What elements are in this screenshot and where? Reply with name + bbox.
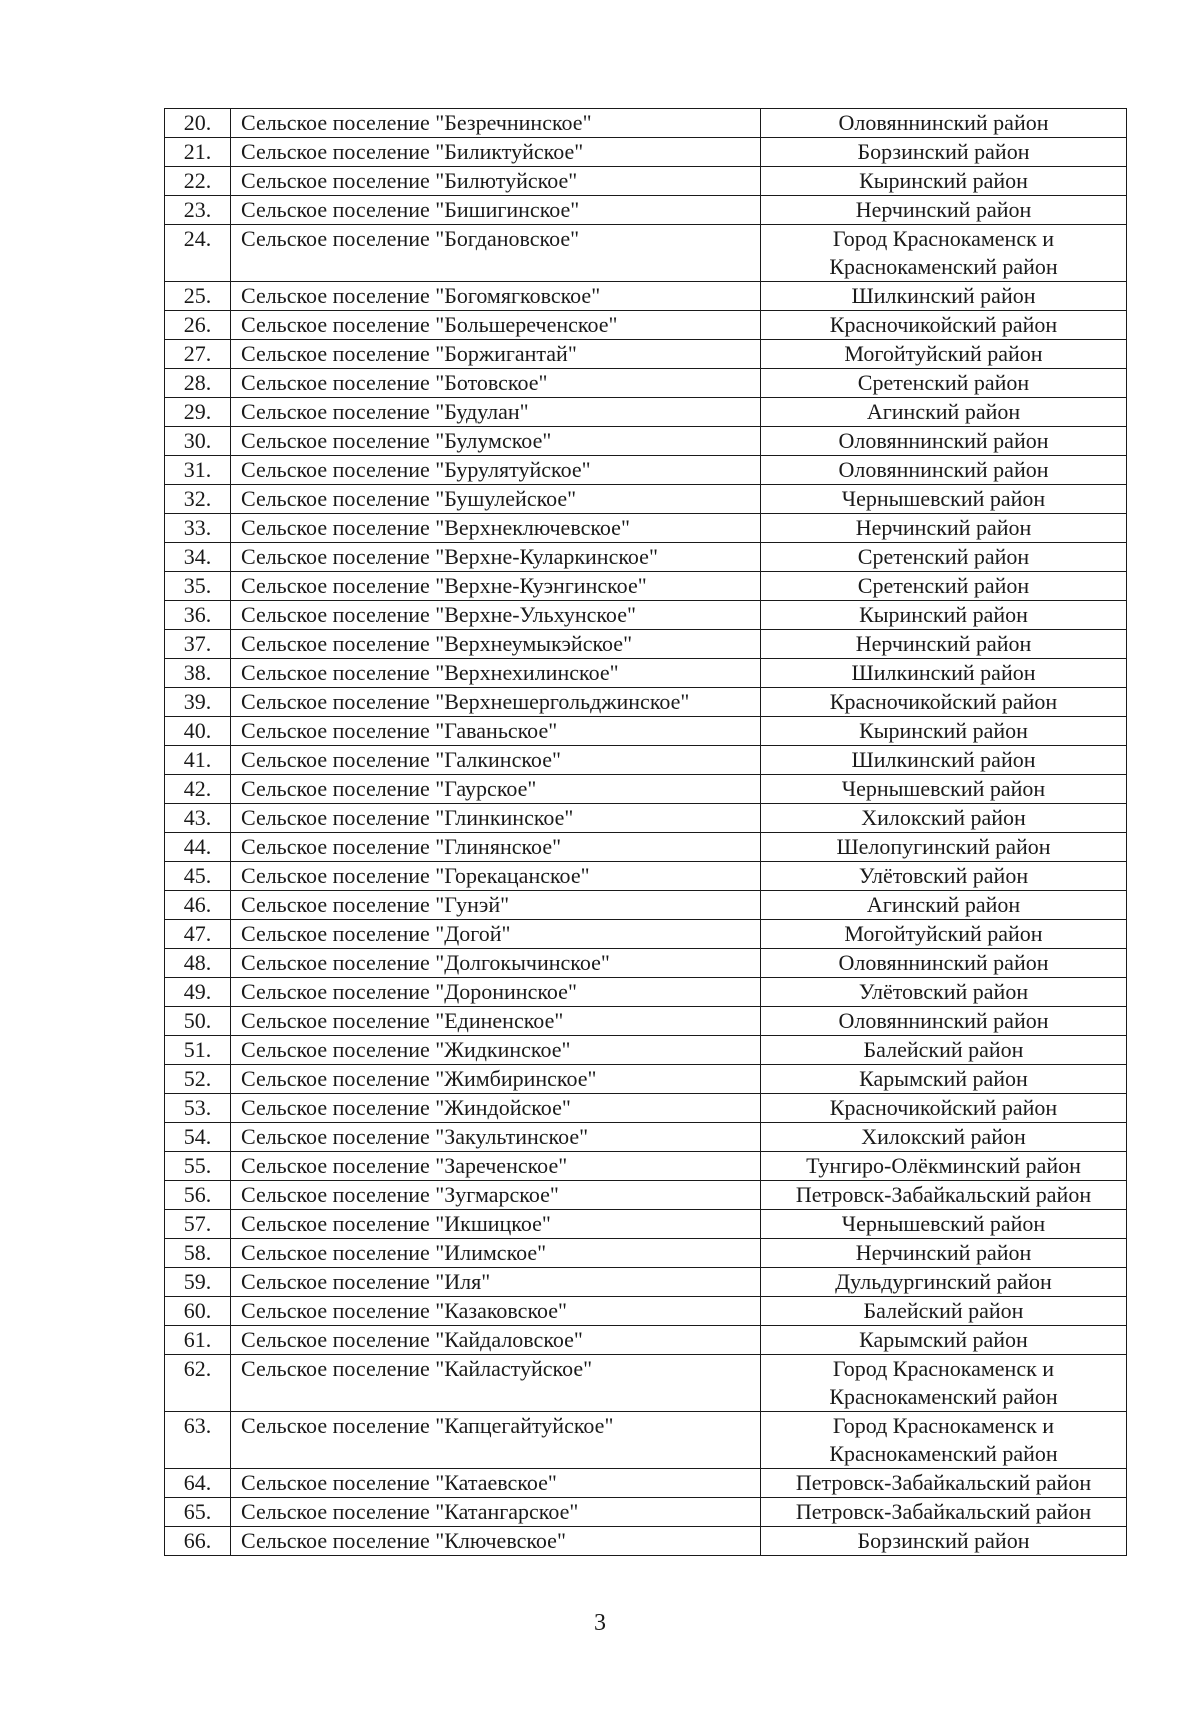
district-name bbox=[761, 138, 1127, 167]
table-row bbox=[165, 717, 1127, 746]
row-number: 60. bbox=[165, 1297, 231, 1326]
district-line: Шилкинский район bbox=[851, 747, 1036, 772]
table-row bbox=[165, 775, 1127, 804]
row-number: 32. bbox=[165, 485, 231, 514]
row-number: 31. bbox=[165, 456, 231, 485]
row-number: 48. bbox=[165, 949, 231, 978]
row-number: 40. bbox=[165, 717, 231, 746]
table-row bbox=[165, 196, 1127, 225]
district-name bbox=[761, 1181, 1127, 1210]
settlement-name: Сельское поселение "Жидкинское" bbox=[231, 1036, 761, 1065]
settlement-name: Сельское поселение "Верхне-Куэнгинское" bbox=[231, 572, 761, 601]
district-line: Сретенский район bbox=[857, 573, 1030, 598]
settlement-name: Сельское поселение "Булумское" bbox=[231, 427, 761, 456]
row-number: 55. bbox=[165, 1152, 231, 1181]
table-body bbox=[165, 109, 1127, 1556]
district-line: Могойтуйский район bbox=[844, 921, 1043, 946]
district-line: Кыринский район bbox=[859, 718, 1028, 743]
settlement-name: Сельское поселение "Богомягковское" bbox=[231, 282, 761, 311]
row-number: 41. bbox=[165, 746, 231, 775]
row-number: 38. bbox=[165, 659, 231, 688]
row-number: 33. bbox=[165, 514, 231, 543]
table-row bbox=[165, 1469, 1127, 1498]
district-name bbox=[761, 514, 1127, 543]
district-name bbox=[761, 1326, 1127, 1355]
district-name bbox=[761, 1123, 1127, 1152]
settlement-name: Сельское поселение "Горекацанское" bbox=[231, 862, 761, 891]
district-line: Чернышевский район bbox=[841, 776, 1046, 801]
district-line: Балейский район bbox=[863, 1037, 1024, 1062]
row-number: 49. bbox=[165, 978, 231, 1007]
district-name bbox=[761, 225, 1127, 282]
settlement-name: Сельское поселение "Догой" bbox=[231, 920, 761, 949]
row-number: 28. bbox=[165, 369, 231, 398]
district-line: Краснокаменский район bbox=[829, 254, 1058, 279]
settlement-name: Сельское поселение "Бурулятуйское" bbox=[231, 456, 761, 485]
district-name bbox=[761, 688, 1127, 717]
table-row bbox=[165, 225, 1127, 282]
district-name bbox=[761, 630, 1127, 659]
district-name bbox=[761, 978, 1127, 1007]
district-name bbox=[761, 369, 1127, 398]
district-line: Дульдургинский район bbox=[835, 1269, 1052, 1294]
table-row bbox=[165, 949, 1127, 978]
district-name bbox=[761, 311, 1127, 340]
district-name bbox=[761, 1065, 1127, 1094]
settlement-name: Сельское поселение "Верхнеключевское" bbox=[231, 514, 761, 543]
settlement-name: Сельское поселение "Верхне-Куларкинское" bbox=[231, 543, 761, 572]
row-number: 66. bbox=[165, 1527, 231, 1556]
settlement-name: Сельское поселение "Единенское" bbox=[231, 1007, 761, 1036]
district-name bbox=[761, 1527, 1127, 1556]
row-number: 22. bbox=[165, 167, 231, 196]
district-name bbox=[761, 572, 1127, 601]
district-line: Город Краснокаменск и bbox=[832, 226, 1055, 251]
table-row bbox=[165, 1181, 1127, 1210]
district-line: Оловяннинский район bbox=[838, 1008, 1049, 1033]
district-line: Нерчинский район bbox=[855, 631, 1032, 656]
row-number: 50. bbox=[165, 1007, 231, 1036]
district-name bbox=[761, 1007, 1127, 1036]
district-line: Улётовский район bbox=[858, 863, 1029, 888]
settlement-name: Сельское поселение "Кайластуйское" bbox=[231, 1355, 761, 1412]
table-row bbox=[165, 1094, 1127, 1123]
settlement-name: Сельское поселение "Гунэй" bbox=[231, 891, 761, 920]
district-name bbox=[761, 804, 1127, 833]
row-number: 53. bbox=[165, 1094, 231, 1123]
district-line: Чернышевский район bbox=[841, 1211, 1046, 1236]
row-number: 51. bbox=[165, 1036, 231, 1065]
district-line: Улётовский район bbox=[858, 979, 1029, 1004]
row-number: 20. bbox=[165, 109, 231, 138]
table-row bbox=[165, 311, 1127, 340]
district-name bbox=[761, 717, 1127, 746]
district-line: Шелопугинский район bbox=[836, 834, 1051, 859]
table-row bbox=[165, 1268, 1127, 1297]
district-line: Кыринский район bbox=[859, 168, 1028, 193]
district-name bbox=[761, 891, 1127, 920]
district-line: Хилокский район bbox=[861, 805, 1026, 830]
settlement-name: Сельское поселение "Безречнинское" bbox=[231, 109, 761, 138]
table-row bbox=[165, 572, 1127, 601]
district-name bbox=[761, 340, 1127, 369]
district-line: Нерчинский район bbox=[855, 197, 1032, 222]
settlement-name: Сельское поселение "Богдановское" bbox=[231, 225, 761, 282]
district-line: Борзинский район bbox=[857, 139, 1030, 164]
settlement-name: Сельское поселение "Бишигинское" bbox=[231, 196, 761, 225]
district-name bbox=[761, 456, 1127, 485]
district-line: Красночикойский район bbox=[829, 1095, 1058, 1120]
district-name bbox=[761, 1297, 1127, 1326]
settlement-name: Сельское поселение "Большереченское" bbox=[231, 311, 761, 340]
district-line: Кыринский район bbox=[859, 602, 1028, 627]
district-line: Могойтуйский район bbox=[844, 341, 1043, 366]
district-line: Петровск-Забайкальский район bbox=[795, 1470, 1092, 1495]
settlement-name: Сельское поселение "Икшицкое" bbox=[231, 1210, 761, 1239]
district-name bbox=[761, 1498, 1127, 1527]
row-number: 54. bbox=[165, 1123, 231, 1152]
settlement-name: Сельское поселение "Галкинское" bbox=[231, 746, 761, 775]
district-line: Шилкинский район bbox=[851, 283, 1036, 308]
row-number: 36. bbox=[165, 601, 231, 630]
table-row bbox=[165, 891, 1127, 920]
table-row bbox=[165, 485, 1127, 514]
row-number: 64. bbox=[165, 1469, 231, 1498]
row-number: 34. bbox=[165, 543, 231, 572]
table-row bbox=[165, 514, 1127, 543]
district-name bbox=[761, 1210, 1127, 1239]
table-row bbox=[165, 1036, 1127, 1065]
table-row bbox=[165, 456, 1127, 485]
district-name bbox=[761, 167, 1127, 196]
district-line: Тунгиро-Олёкминский район bbox=[806, 1153, 1081, 1178]
settlement-name: Сельское поселение "Боржигантай" bbox=[231, 340, 761, 369]
district-line: Оловяннинский район bbox=[838, 457, 1049, 482]
settlements-table bbox=[164, 108, 1127, 1556]
district-line: Краснокаменский район bbox=[829, 1384, 1058, 1409]
table-row bbox=[165, 1152, 1127, 1181]
settlement-name: Сельское поселение "Ключевское" bbox=[231, 1527, 761, 1556]
district-line: Краснокаменский район bbox=[829, 1441, 1058, 1466]
district-line: Балейский район bbox=[863, 1298, 1024, 1323]
district-name bbox=[761, 109, 1127, 138]
table-row bbox=[165, 1355, 1127, 1412]
settlement-name: Сельское поселение "Верхнеумыкэйское" bbox=[231, 630, 761, 659]
row-number: 46. bbox=[165, 891, 231, 920]
row-number: 47. bbox=[165, 920, 231, 949]
row-number: 61. bbox=[165, 1326, 231, 1355]
district-name bbox=[761, 485, 1127, 514]
settlement-name: Сельское поселение "Будулан" bbox=[231, 398, 761, 427]
settlement-name: Сельское поселение "Верхнешергольджинское" bbox=[231, 688, 761, 717]
district-name bbox=[761, 1355, 1127, 1412]
district-line: Карымский район bbox=[859, 1327, 1028, 1352]
table-row bbox=[165, 688, 1127, 717]
district-line: Сретенский район bbox=[857, 370, 1030, 395]
district-name bbox=[761, 659, 1127, 688]
table-row bbox=[165, 746, 1127, 775]
district-line: Оловяннинский район bbox=[838, 110, 1049, 135]
table-row bbox=[165, 1239, 1127, 1268]
settlement-name: Сельское поселение "Иля" bbox=[231, 1268, 761, 1297]
row-number: 25. bbox=[165, 282, 231, 311]
row-number: 42. bbox=[165, 775, 231, 804]
settlement-name: Сельское поселение "Верхнехилинское" bbox=[231, 659, 761, 688]
table-row bbox=[165, 659, 1127, 688]
district-line: Агинский район bbox=[866, 399, 1021, 424]
row-number: 62. bbox=[165, 1355, 231, 1412]
settlement-name: Сельское поселение "Билютуйское" bbox=[231, 167, 761, 196]
row-number: 63. bbox=[165, 1412, 231, 1469]
row-number: 65. bbox=[165, 1498, 231, 1527]
settlement-name: Сельское поселение "Глинянское" bbox=[231, 833, 761, 862]
district-name bbox=[761, 427, 1127, 456]
table-row bbox=[165, 167, 1127, 196]
row-number: 58. bbox=[165, 1239, 231, 1268]
settlement-name: Сельское поселение "Зареченское" bbox=[231, 1152, 761, 1181]
row-number: 27. bbox=[165, 340, 231, 369]
district-line: Сретенский район bbox=[857, 544, 1030, 569]
table-row bbox=[165, 1123, 1127, 1152]
page-number: 3 bbox=[594, 1610, 606, 1636]
row-number: 43. bbox=[165, 804, 231, 833]
table-row bbox=[165, 109, 1127, 138]
table-row bbox=[165, 1326, 1127, 1355]
district-name bbox=[761, 1469, 1127, 1498]
district-name bbox=[761, 398, 1127, 427]
row-number: 21. bbox=[165, 138, 231, 167]
district-line: Красночикойский район bbox=[829, 689, 1058, 714]
table-row bbox=[165, 340, 1127, 369]
district-line: Петровск-Забайкальский район bbox=[795, 1182, 1092, 1207]
district-name bbox=[761, 775, 1127, 804]
district-line: Нерчинский район bbox=[855, 1240, 1032, 1265]
settlement-name: Сельское поселение "Казаковское" bbox=[231, 1297, 761, 1326]
table-row bbox=[165, 804, 1127, 833]
row-number: 26. bbox=[165, 311, 231, 340]
table-row bbox=[165, 833, 1127, 862]
district-name bbox=[761, 1412, 1127, 1469]
settlement-name: Сельское поселение "Долгокычинское" bbox=[231, 949, 761, 978]
settlement-name: Сельское поселение "Гаурское" bbox=[231, 775, 761, 804]
table-row bbox=[165, 862, 1127, 891]
table-row bbox=[165, 398, 1127, 427]
district-line: Город Краснокаменск и bbox=[832, 1356, 1055, 1381]
table-row bbox=[165, 1065, 1127, 1094]
table-row bbox=[165, 138, 1127, 167]
row-number: 37. bbox=[165, 630, 231, 659]
settlement-name: Сельское поселение "Катангарское" bbox=[231, 1498, 761, 1527]
row-number: 44. bbox=[165, 833, 231, 862]
settlement-name: Сельское поселение "Жимбиринское" bbox=[231, 1065, 761, 1094]
district-line: Красночикойский район bbox=[829, 312, 1058, 337]
row-number: 23. bbox=[165, 196, 231, 225]
table-row bbox=[165, 543, 1127, 572]
district-name bbox=[761, 1152, 1127, 1181]
table-row bbox=[165, 601, 1127, 630]
row-number: 59. bbox=[165, 1268, 231, 1297]
table-row bbox=[165, 1498, 1127, 1527]
district-name bbox=[761, 1036, 1127, 1065]
district-name bbox=[761, 1094, 1127, 1123]
table-row bbox=[165, 427, 1127, 456]
district-line: Город Краснокаменск и bbox=[832, 1413, 1055, 1438]
district-name bbox=[761, 1239, 1127, 1268]
district-name bbox=[761, 282, 1127, 311]
district-name bbox=[761, 196, 1127, 225]
row-number: 29. bbox=[165, 398, 231, 427]
district-line: Шилкинский район bbox=[851, 660, 1036, 685]
settlement-name: Сельское поселение "Зугмарское" bbox=[231, 1181, 761, 1210]
row-number: 56. bbox=[165, 1181, 231, 1210]
district-line: Петровск-Забайкальский район bbox=[795, 1499, 1092, 1524]
settlement-name: Сельское поселение "Жиндойское" bbox=[231, 1094, 761, 1123]
row-number: 39. bbox=[165, 688, 231, 717]
settlement-name: Сельское поселение "Катаевское" bbox=[231, 1469, 761, 1498]
row-number: 57. bbox=[165, 1210, 231, 1239]
settlement-name: Сельское поселение "Верхне-Ульхунское" bbox=[231, 601, 761, 630]
district-name bbox=[761, 949, 1127, 978]
settlement-name: Сельское поселение "Доронинское" bbox=[231, 978, 761, 1007]
settlement-name: Сельское поселение "Бушулейское" bbox=[231, 485, 761, 514]
district-line: Агинский район bbox=[866, 892, 1021, 917]
settlement-name: Сельское поселение "Ботовское" bbox=[231, 369, 761, 398]
table-row bbox=[165, 920, 1127, 949]
district-name bbox=[761, 920, 1127, 949]
settlement-name: Сельское поселение "Глинкинское" bbox=[231, 804, 761, 833]
district-name bbox=[761, 601, 1127, 630]
district-name bbox=[761, 543, 1127, 572]
row-number: 30. bbox=[165, 427, 231, 456]
district-line: Оловяннинский район bbox=[838, 950, 1049, 975]
district-name bbox=[761, 833, 1127, 862]
settlement-name: Сельское поселение "Биликтуйское" bbox=[231, 138, 761, 167]
table-row bbox=[165, 1007, 1127, 1036]
row-number: 24. bbox=[165, 225, 231, 282]
row-number: 35. bbox=[165, 572, 231, 601]
district-line: Оловяннинский район bbox=[838, 428, 1049, 453]
settlement-name: Сельское поселение "Капцегайтуйское" bbox=[231, 1412, 761, 1469]
table-row bbox=[165, 369, 1127, 398]
table-row bbox=[165, 1297, 1127, 1326]
district-name bbox=[761, 862, 1127, 891]
district-line: Карымский район bbox=[859, 1066, 1028, 1091]
district-line: Нерчинский район bbox=[855, 515, 1032, 540]
table-row bbox=[165, 282, 1127, 311]
settlement-name: Сельское поселение "Гаваньское" bbox=[231, 717, 761, 746]
district-line: Борзинский район bbox=[857, 1528, 1030, 1553]
table-row bbox=[165, 1210, 1127, 1239]
settlement-name: Сельское поселение "Закультинское" bbox=[231, 1123, 761, 1152]
district-name bbox=[761, 746, 1127, 775]
row-number: 45. bbox=[165, 862, 231, 891]
table-row bbox=[165, 1412, 1127, 1469]
district-name bbox=[761, 1268, 1127, 1297]
table-row bbox=[165, 1527, 1127, 1556]
table-row bbox=[165, 630, 1127, 659]
table-row bbox=[165, 978, 1127, 1007]
district-line: Чернышевский район bbox=[841, 486, 1046, 511]
settlement-name: Сельское поселение "Илимское" bbox=[231, 1239, 761, 1268]
district-line: Хилокский район bbox=[861, 1124, 1026, 1149]
row-number: 52. bbox=[165, 1065, 231, 1094]
settlement-name: Сельское поселение "Кайдаловское" bbox=[231, 1326, 761, 1355]
